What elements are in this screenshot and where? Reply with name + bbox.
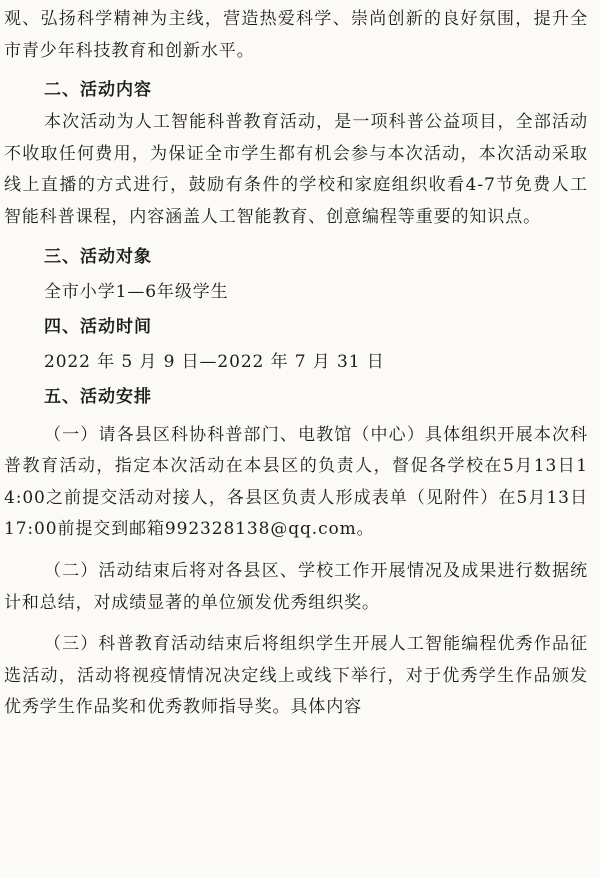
arrangement-item-2: （二）活动结束后将对各县区、学校工作开展情况及成果进行数据统计和总结，对成绩显著的单位颁发优秀组织奖。 bbox=[4, 560, 588, 613]
intro-paragraph: 观、弘扬科学精神为主线，营造热爱科学、崇尚创新的良好氛围，提升全市青少年科技教育和创新水平。 bbox=[4, 9, 588, 61]
section-content-paragraph: 本次活动为人工智能科普教育活动，是一项科普公益项目，全部活动不收取任何费用，为保证全市学生都有机会参与本次活动，本次活动采取线上直播的方式进行，鼓励有条件的学校和家庭组织收看4-7节免费人工智能科普课程，内容涵盖人工智能教育、创意编程等重要的知识点。 bbox=[4, 112, 588, 227]
audience-text: 全市小学1—6年级学生 bbox=[44, 281, 229, 302]
time-text: 2022 年 5 月 9 日—2022 年 7 月 31 日 bbox=[44, 351, 385, 372]
section-heading-arrangement: 五、活动安排 bbox=[44, 386, 152, 407]
arrangement-item-3: （三）科普教育活动结束后将组织学生开展人工智能编程优秀作品征选活动，活动将视疫情情况决定线上或线下举行，对于优秀学生作品颁发优秀学生作品奖和优秀教师指导奖。具体内容 bbox=[4, 634, 588, 718]
section-heading-audience: 三、活动对象 bbox=[44, 246, 152, 267]
arrangement-item-1: （一）请各县区科协科普部门、电教馆（中心）具体组织开展本次科普教育活动，指定本次活动在本县区的负责人，督促各学校在5月13日14:00之前提交活动对接人，各县区负责人形成表单（见附件）在5月13日17:00前提交到邮箱992328138@qq.com。 bbox=[4, 424, 588, 540]
section-heading-content: 二、活动内容 bbox=[44, 80, 152, 101]
section-heading-time: 四、活动时间 bbox=[44, 316, 152, 337]
